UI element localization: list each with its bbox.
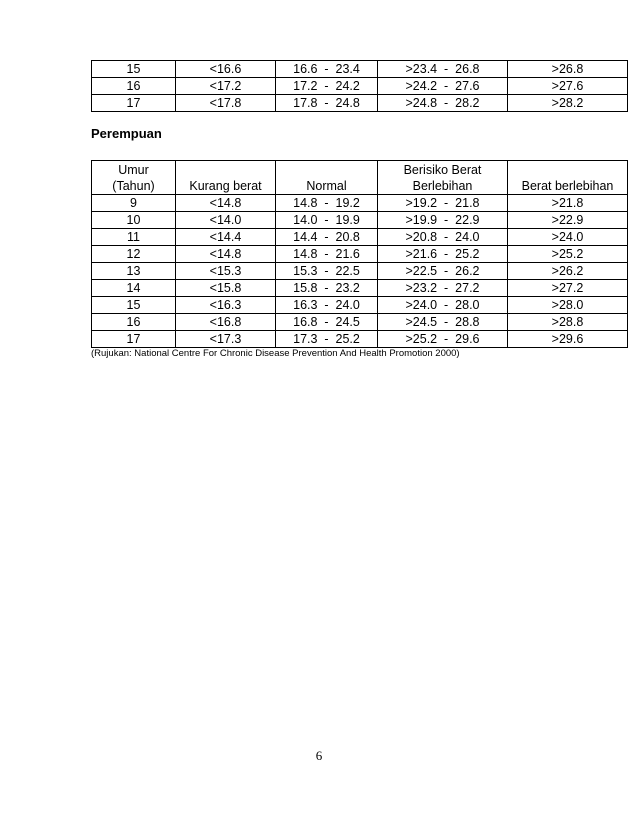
age-cell: 17 bbox=[92, 95, 176, 112]
underweight-cell: <14.8 bbox=[176, 246, 276, 263]
underweight-header: Kurang berat bbox=[176, 161, 276, 195]
table-row bbox=[92, 280, 628, 297]
at-risk-cell: >23.4 - 26.8 bbox=[378, 61, 508, 78]
at-risk-cell: >25.2 - 29.6 bbox=[378, 331, 508, 348]
at-risk-header bbox=[378, 161, 508, 195]
normal-cell: 14.8 - 19.2 bbox=[276, 195, 378, 212]
overweight-cell: >28.8 bbox=[508, 314, 628, 331]
at-risk-cell: >19.2 - 21.8 bbox=[378, 195, 508, 212]
at-risk-header-line2: Berlebihan bbox=[412, 179, 473, 193]
table-row bbox=[92, 314, 628, 331]
underweight-cell: <15.8 bbox=[176, 280, 276, 297]
at-risk-cell: >24.5 - 28.8 bbox=[378, 314, 508, 331]
overweight-cell: >26.8 bbox=[508, 61, 628, 78]
age-header-line2: (Tahun) bbox=[112, 179, 155, 193]
age-cell: 15 bbox=[92, 61, 176, 78]
underweight-cell: <14.0 bbox=[176, 212, 276, 229]
table-row bbox=[92, 246, 628, 263]
age-cell: 10 bbox=[92, 212, 176, 229]
underweight-cell: <17.8 bbox=[176, 95, 276, 112]
table-row bbox=[92, 78, 628, 95]
age-cell: 16 bbox=[92, 78, 176, 95]
underweight-cell: <15.3 bbox=[176, 263, 276, 280]
table-header-row bbox=[92, 161, 628, 195]
overweight-cell: >22.9 bbox=[508, 212, 628, 229]
table-row bbox=[92, 229, 628, 246]
age-cell: 11 bbox=[92, 229, 176, 246]
normal-cell: 15.8 - 23.2 bbox=[276, 280, 378, 297]
normal-cell: 17.8 - 24.8 bbox=[276, 95, 378, 112]
overweight-cell: >24.0 bbox=[508, 229, 628, 246]
underweight-cell: <16.6 bbox=[176, 61, 276, 78]
at-risk-cell: >23.2 - 27.2 bbox=[378, 280, 508, 297]
overweight-cell: >27.6 bbox=[508, 78, 628, 95]
normal-cell: 14.4 - 20.8 bbox=[276, 229, 378, 246]
table-row bbox=[92, 195, 628, 212]
underweight-cell: <17.2 bbox=[176, 78, 276, 95]
normal-cell: 14.0 - 19.9 bbox=[276, 212, 378, 229]
overweight-cell: >26.2 bbox=[508, 263, 628, 280]
at-risk-cell: >19.9 - 22.9 bbox=[378, 212, 508, 229]
table-row bbox=[92, 95, 628, 112]
normal-cell: 14.8 - 21.6 bbox=[276, 246, 378, 263]
bmi-table-female bbox=[91, 160, 628, 348]
table-row bbox=[92, 61, 628, 78]
table-row bbox=[92, 297, 628, 314]
section-title: Perempuan bbox=[91, 126, 162, 141]
table-row bbox=[92, 331, 628, 348]
age-cell: 13 bbox=[92, 263, 176, 280]
underweight-cell: <17.3 bbox=[176, 331, 276, 348]
underweight-cell: <16.3 bbox=[176, 297, 276, 314]
bmi-table-continued bbox=[91, 60, 628, 112]
at-risk-cell: >24.2 - 27.6 bbox=[378, 78, 508, 95]
age-cell: 17 bbox=[92, 331, 176, 348]
normal-cell: 16.3 - 24.0 bbox=[276, 297, 378, 314]
at-risk-cell: >24.8 - 28.2 bbox=[378, 95, 508, 112]
normal-cell: 15.3 - 22.5 bbox=[276, 263, 378, 280]
overweight-cell: >25.2 bbox=[508, 246, 628, 263]
age-cell: 12 bbox=[92, 246, 176, 263]
overweight-cell: >28.0 bbox=[508, 297, 628, 314]
overweight-cell: >28.2 bbox=[508, 95, 628, 112]
normal-cell: 16.8 - 24.5 bbox=[276, 314, 378, 331]
age-cell: 16 bbox=[92, 314, 176, 331]
normal-cell: 16.6 - 23.4 bbox=[276, 61, 378, 78]
overweight-header: Berat berlebihan bbox=[508, 161, 628, 195]
overweight-cell: >29.6 bbox=[508, 331, 628, 348]
normal-header: Normal bbox=[276, 161, 378, 195]
normal-cell: 17.3 - 25.2 bbox=[276, 331, 378, 348]
reference-note: (Rujukan: National Centre For Chronic Disease Prevention And Health Promotion 2000) bbox=[91, 348, 460, 359]
age-cell: 15 bbox=[92, 297, 176, 314]
page-number: 6 bbox=[315, 748, 323, 763]
table-body bbox=[92, 195, 628, 348]
age-header-line1: Umur bbox=[118, 163, 149, 177]
age-header bbox=[92, 161, 176, 195]
underweight-cell: <14.8 bbox=[176, 195, 276, 212]
table-row bbox=[92, 263, 628, 280]
at-risk-cell: >22.5 - 26.2 bbox=[378, 263, 508, 280]
age-cell: 14 bbox=[92, 280, 176, 297]
table-row bbox=[92, 212, 628, 229]
overweight-cell: >21.8 bbox=[508, 195, 628, 212]
overweight-cell: >27.2 bbox=[508, 280, 628, 297]
underweight-cell: <14.4 bbox=[176, 229, 276, 246]
at-risk-header-line1: Berisiko Berat bbox=[403, 163, 482, 177]
at-risk-cell: >24.0 - 28.0 bbox=[378, 297, 508, 314]
underweight-cell: <16.8 bbox=[176, 314, 276, 331]
at-risk-cell: >21.6 - 25.2 bbox=[378, 246, 508, 263]
at-risk-cell: >20.8 - 24.0 bbox=[378, 229, 508, 246]
age-cell: 9 bbox=[92, 195, 176, 212]
normal-cell: 17.2 - 24.2 bbox=[276, 78, 378, 95]
